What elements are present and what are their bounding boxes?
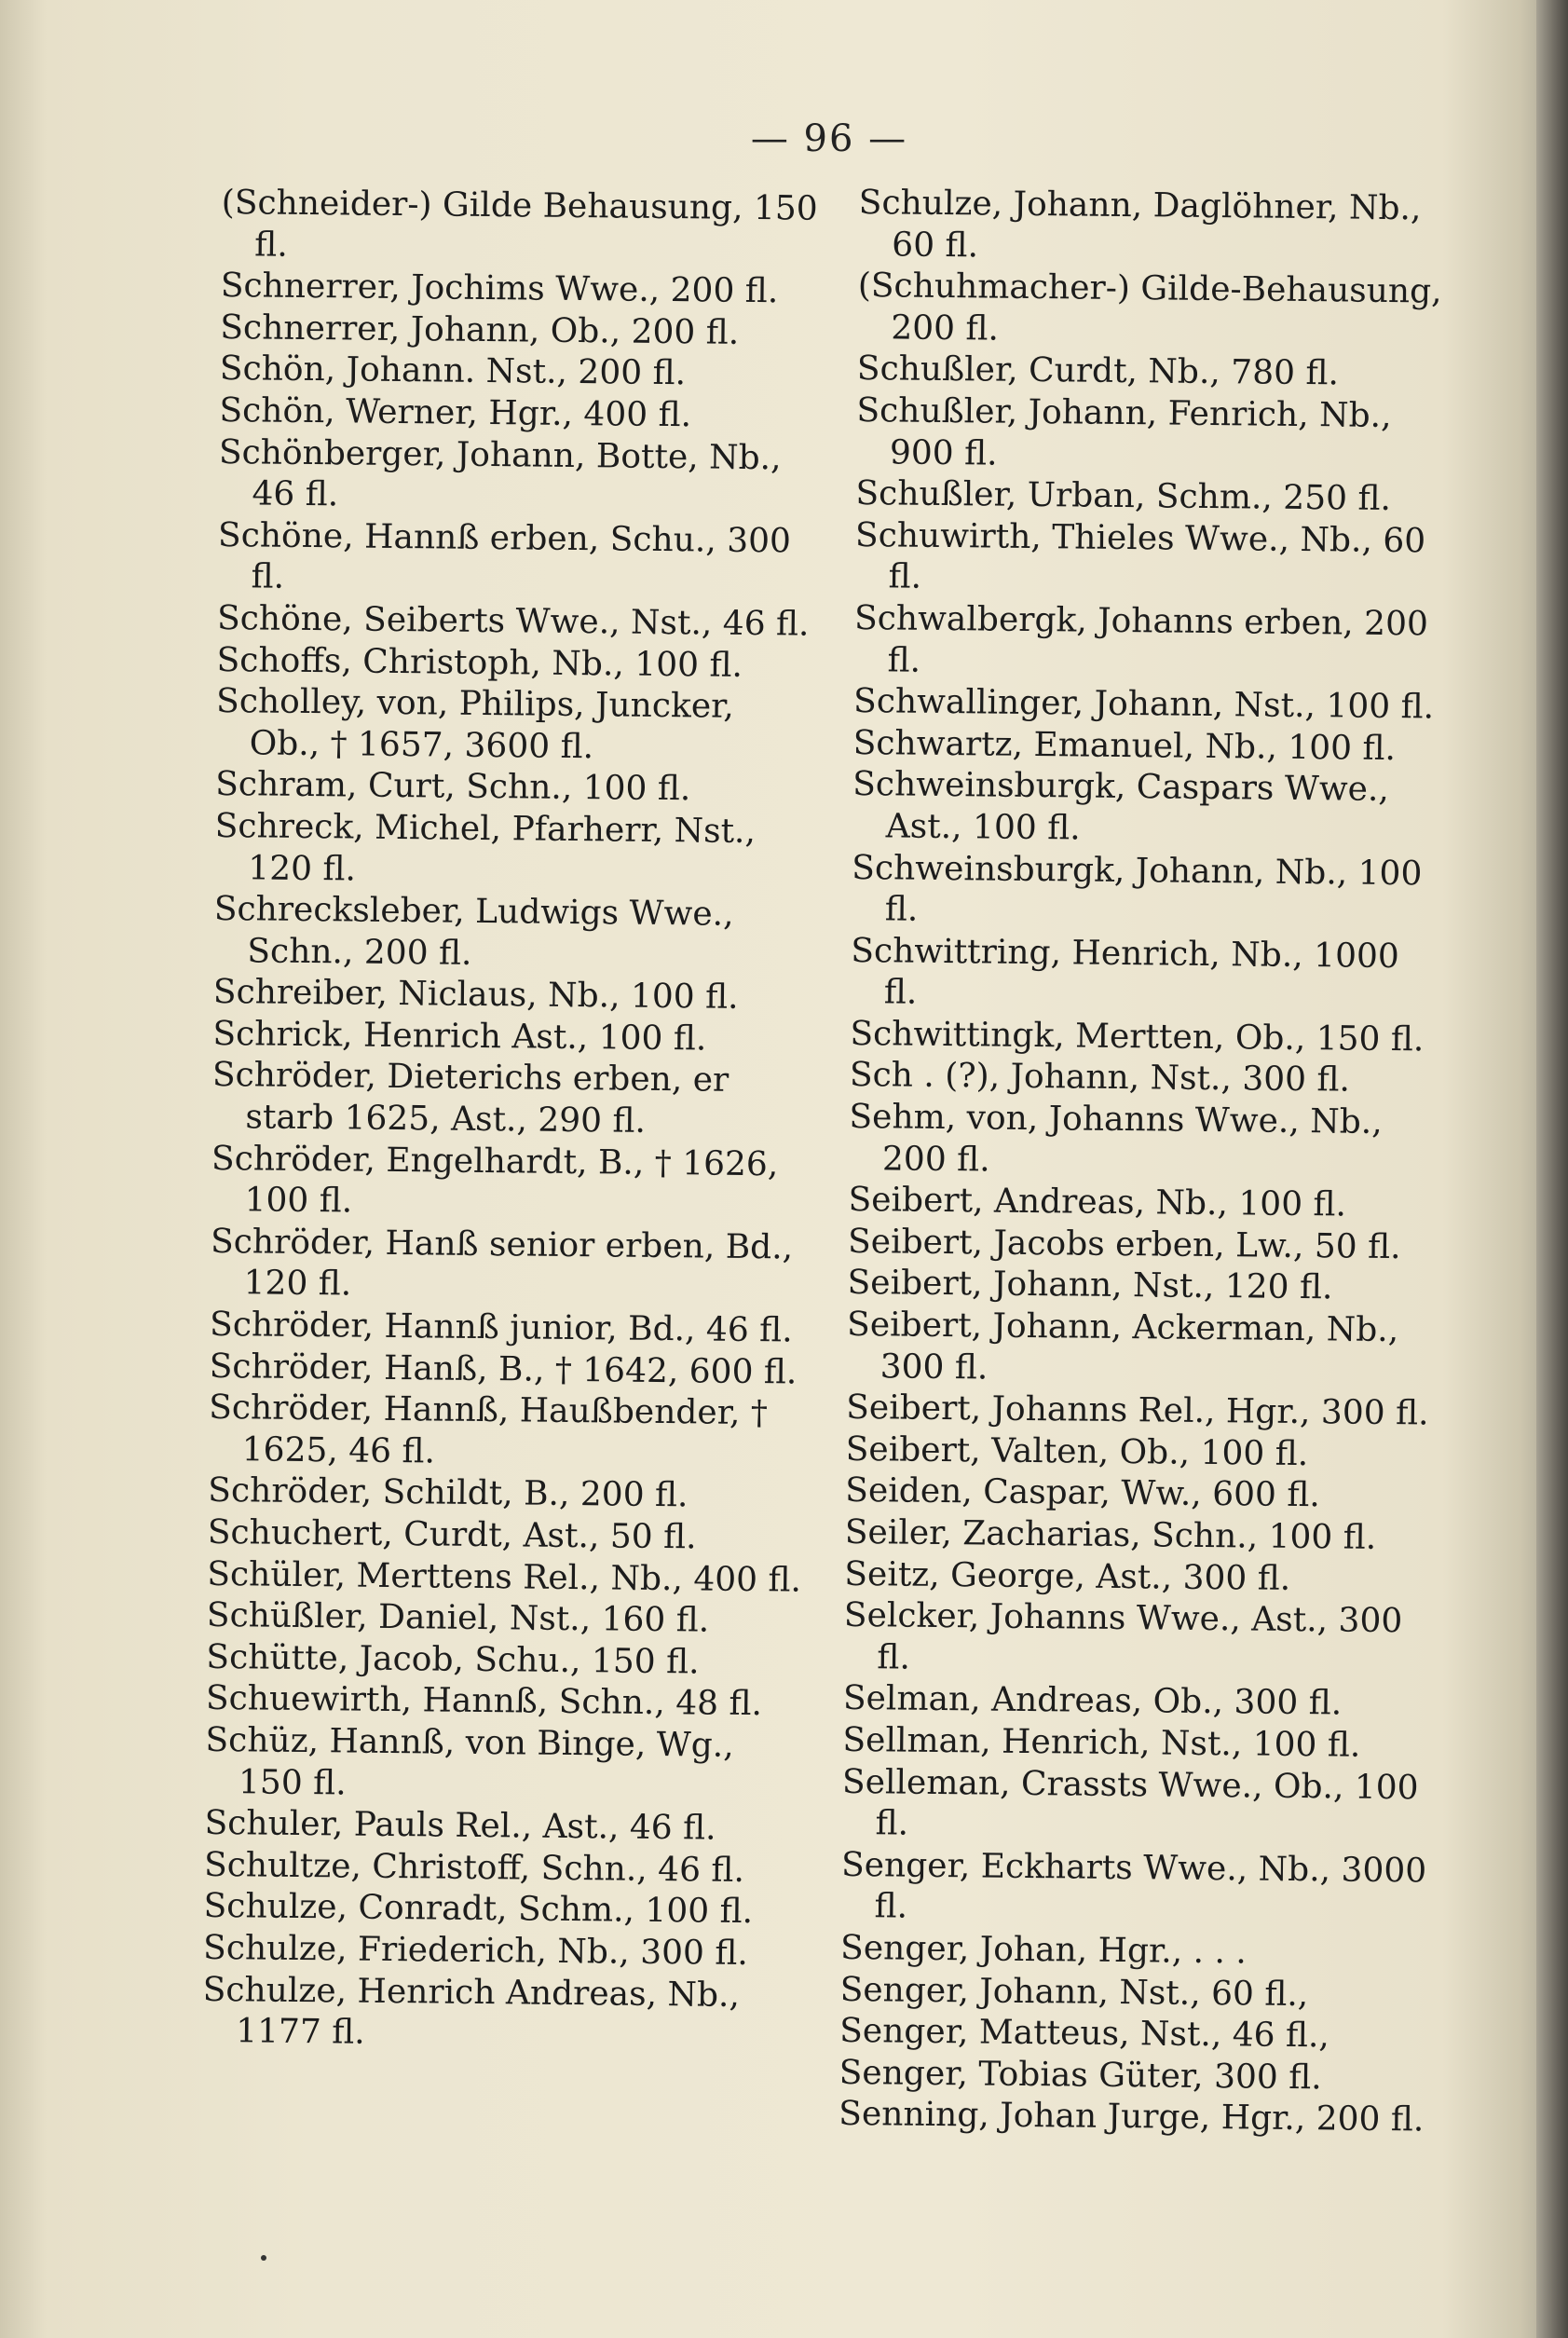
register-entry: Schön, Werner, Hgr., 400 fl. — [219, 390, 692, 435]
register-entry: Seibert, Johanns Rel., Hgr., 300 fl. — [846, 1388, 1429, 1433]
register-entry: Schulze, Conradt, Schm., 100 fl. — [203, 1887, 754, 1932]
register-entry: Seiden, Caspar, Ww., 600 fl. — [845, 1471, 1321, 1515]
register-entry: Schwartz, Emanuel, Nb., 100 fl. — [852, 723, 1397, 768]
register-entry: Schröder, Engelhardt, B., † 1626, 100 fl. — [211, 1139, 779, 1221]
right-column — [839, 183, 1446, 2141]
register-entry: Schulze, Friederich, Nb., 300 fl. — [202, 1928, 749, 1973]
register-entry: Senger, Matteus, Nst., 46 fl., — [839, 2012, 1330, 2056]
register-entry: Schröder, Dieterichs erben, er starb 1625, Ast., 290 fl. — [211, 1056, 729, 1141]
register-entry: Schußler, Johann, Fenrich, Nb., 900 fl. — [856, 390, 1392, 473]
register-entry: Schreiber, Niclaus, Nb., 100 fl. — [212, 973, 739, 1018]
register-entry: Schuchert, Curdt, Ast., 50 fl. — [207, 1512, 697, 1557]
register-entry: Schuwirth, Thieles Wwe., Nb., 60 fl. — [854, 515, 1426, 597]
register-entry: Schweinsburgk, Johann, Nb., 100 fl. — [852, 848, 1423, 929]
register-entry: Schuewirth, Hannß, Schn., 48 fl. — [205, 1679, 763, 1724]
left-column — [202, 183, 818, 2058]
register-entry: Schöne, Hannß erben, Schu., 300 fl. — [217, 515, 792, 597]
register-entry: Schön, Johann. Nst., 200 fl. — [219, 349, 687, 393]
register-entry: Schnerrer, Jochims Wwe., 200 fl. — [220, 267, 779, 311]
register-entry: Seibert, Andreas, Nb., 100 fl. — [848, 1181, 1347, 1224]
page-number: — 96 — — [750, 117, 908, 160]
register-entry: Schönberger, Johann, Botte, Nb., 46 fl. — [218, 432, 782, 514]
register-entry: Schweinsburgk, Caspars Wwe., Ast., 100 fl. — [852, 765, 1390, 848]
register-entry: Schöne, Seiberts Wwe., Nst., 46 fl. — [216, 598, 810, 644]
register-entry: Schröder, Hanß senior erben, Bd., 120 fl. — [210, 1222, 794, 1304]
register-entry: Schoffs, Christoph, Nb., 100 fl. — [216, 640, 743, 685]
register-entry: Schwittingk, Mertten, Ob., 150 fl. — [850, 1014, 1425, 1060]
register-entry: Senger, Johan, Hgr., . . . — [839, 1928, 1248, 1972]
register-entry: Schwallinger, Johann, Nst., 100 fl. — [852, 682, 1435, 727]
register-entry: Schüz, Hannß, von Binge, Wg., 150 fl. — [205, 1720, 734, 1803]
register-entry: Schußler, Urban, Schm., 250 fl. — [855, 474, 1392, 519]
register-entry: Seibert, Jacobs erben, Lw., 50 fl. — [847, 1222, 1401, 1266]
register-entry: Schröder, Hanß, B., † 1642, 600 fl. — [209, 1347, 798, 1392]
register-entry: Selcker, Johanns Wwe., Ast., 300 fl. — [843, 1596, 1403, 1677]
register-entry: Schwittring, Henrich, Nb., 1000 fl. — [851, 931, 1400, 1012]
register-entry: Schram, Curt, Schn., 100 fl. — [215, 765, 691, 809]
register-entry: Schwalbergk, Johanns erben, 200 fl. — [853, 598, 1429, 680]
register-entry: Schulze, Henrich Andreas, Nb., 1177 fl. — [202, 1970, 741, 2052]
register-entry: Schröder, Hannß, Haußbender, † 1625, 46 fl. — [209, 1388, 769, 1471]
register-entry: Sellman, Henrich, Nst., 100 fl. — [842, 1720, 1361, 1765]
register-entry: Sch . (?), Johann, Nst., 300 fl. — [849, 1056, 1351, 1101]
register-entry: Senger, Tobias Güter, 300 fl. — [839, 2053, 1322, 2098]
register-entry: Selman, Andreas, Ob., 300 fl. — [842, 1679, 1343, 1723]
register-entry: Schuler, Pauls Rel., Ast., 46 fl. — [204, 1804, 716, 1848]
register-entry: (Schneider-) Gilde Behausung, 150 fl. — [221, 183, 818, 265]
register-entry: Schröder, Hannß junior, Bd., 46 fl. — [209, 1305, 793, 1350]
register-entry: Schulze, Johann, Daglöhner, Nb., 60 fl. — [858, 183, 1422, 265]
register-entry: Seitz, George, Ast., 300 fl. — [844, 1554, 1291, 1598]
register-entry: Seibert, Valten, Ob., 100 fl. — [845, 1429, 1309, 1473]
register-entry: Sehm, von, Johanns Wwe., Nb., 200 fl. — [849, 1098, 1383, 1180]
register-entry: Schrick, Henrich Ast., 100 fl. — [212, 1014, 707, 1059]
register-entry: Schultze, Christoff, Schn., 46 fl. — [203, 1845, 745, 1890]
register-entry: Scholley, von, Philips, Juncker, Ob., † 1657, 3600 fl. — [215, 682, 735, 766]
register-entry: Schnerrer, Johann, Ob., 200 fl. — [220, 308, 740, 352]
ink-speck — [261, 2255, 266, 2261]
register-entry: Schütte, Jacob, Schu., 150 fl. — [206, 1637, 700, 1682]
register-entry: Selleman, Crassts Wwe., Ob., 100 fl. — [841, 1762, 1419, 1843]
book-spine — [1536, 0, 1568, 2338]
register-entry: Seiler, Zacharias, Schn., 100 fl. — [844, 1512, 1377, 1557]
register-entry: Senger, Eckharts Wwe., Nb., 3000 fl. — [840, 1845, 1427, 1926]
register-entry: Senning, Johan Jurge, Hgr., 200 fl. — [839, 2095, 1425, 2140]
register-entry: Schüler, Merttens Rel., Nb., 400 fl. — [207, 1554, 802, 1600]
register-entry: Schüßler, Daniel, Nst., 160 fl. — [206, 1596, 710, 1640]
register-entry: Schreck, Michel, Pfarherr, Nst., 120 fl. — [214, 806, 757, 889]
register-entry: Schußler, Curdt, Nb., 780 fl. — [856, 349, 1340, 393]
register-entry: Seibert, Johann, Nst., 120 fl. — [847, 1264, 1333, 1307]
register-entry: Seibert, Johann, Ackerman, Nb., 300 fl. — [846, 1305, 1399, 1388]
register-entry: (Schuhmacher-) Gilde-Behausung, 200 fl. — [857, 267, 1442, 349]
register-entry: Senger, Johann, Nst., 60 fl., — [839, 1970, 1309, 2014]
register-entry: Schrecksleber, Ludwigs Wwe., Schn., 200 fl. — [213, 890, 734, 973]
register-entry: Schröder, Schildt, B., 200 fl. — [208, 1471, 689, 1515]
